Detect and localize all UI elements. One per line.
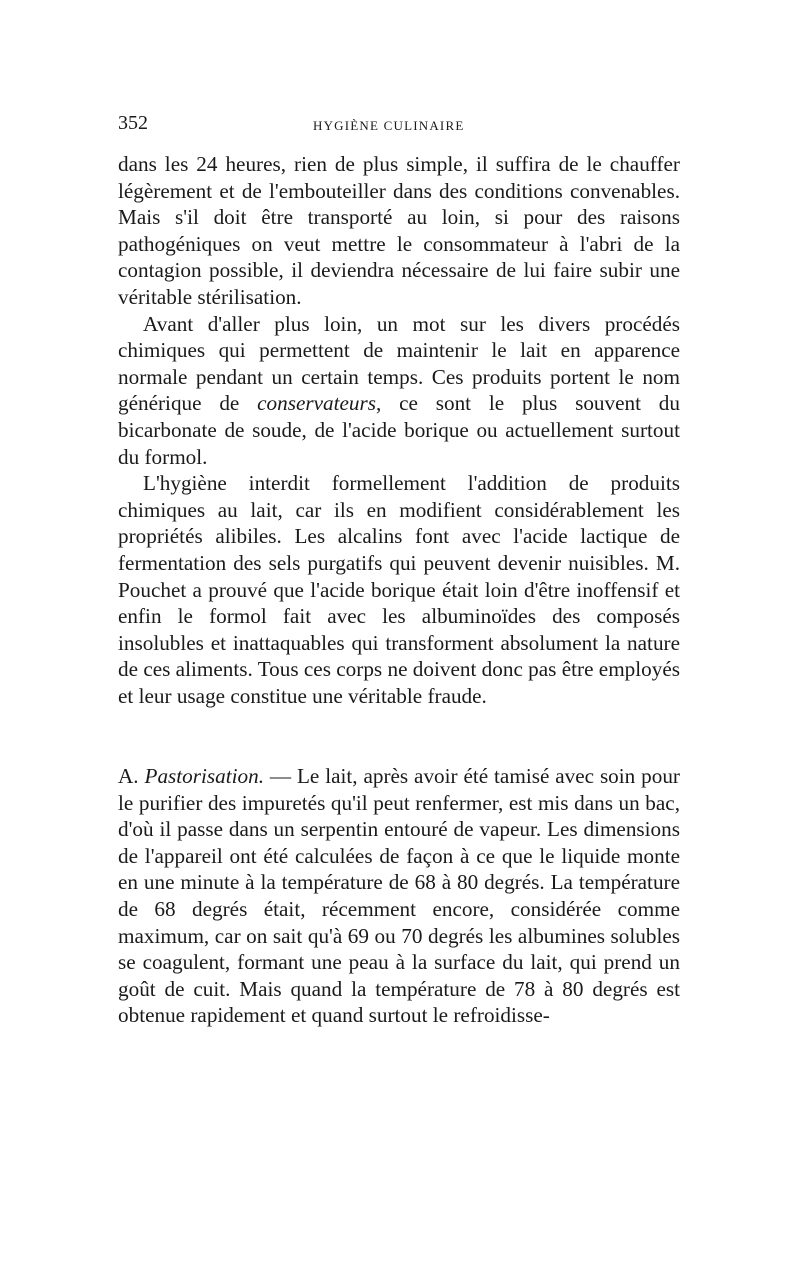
paragraph-conservateurs <box>118 311 680 471</box>
italic-term: conservateurs <box>257 391 377 416</box>
running-title: HYGIÈNE CULINAIRE <box>313 118 465 133</box>
section-paragraph <box>118 763 680 1029</box>
section-title: Pastorisation. <box>144 764 264 788</box>
text-block-upper <box>118 151 680 709</box>
section-letter: A. <box>118 764 145 788</box>
paragraph-hygiene: L'hygiène interdit formellement l'addition de produits chimiques au lait, car ils en modifient considérablement les propriétés alibiles. Les alcalins font avec l'acide lactique de fermentation des sels purgatifs qui peuvent devenir nuisibles. M. Pouchet a prouvé que l'acide borique était loin d'être inoffensif et enfin le formol fait avec les albuminoïdes des composés insolubles et inattaquables qui transforment absolument la nature de ces aliments. Tous ces corps ne doivent donc pas être employés et leur usage constitue une véritable fraude. <box>118 471 680 708</box>
paragraph-text: Avant d'aller plus loin, un mot sur les divers procédés chimiques qui permettent de maintenir le lait en apparence normale pendant un certain temps. Ces produits portent le nom générique de <box>118 311 680 416</box>
page-number: 352 <box>118 112 148 134</box>
paragraph-continuation: dans les 24 heures, rien de plus simple, il suffira de le chauffer légèrement et de l'embouteiller dans des conditions convenables. Mais s'il doit être transporté au loin, si pour des raisons pathogéniques on veut mettre le consommateur à l'abri de la contagion possible, il deviendra nécessaire de lui faire subir une véritable stérilisation. <box>118 152 680 309</box>
paragraph-text: , ce sont le plus souvent du bicarbonate de soude, de l'acide borique ou actuellement surtout du formol. <box>118 391 680 469</box>
text-block-section <box>118 763 680 1029</box>
section-text: — Le lait, après avoir été tamisé avec soin pour le purifier des impuretés qu'il peut renfermer, est mis dans un bac, d'où il passe dans un serpentin entouré de vapeur. Les dimensions de l'appareil ont été calculées de façon à ce que le liquide monte en une minute à la température de 68 à 80 degrés. La température de 68 degrés était, récemment encore, considérée comme maximum, car on sait qu'à 69 ou 70 degrés les albumines solubles se coagulent, formant une peau à la surface du lait, qui prend un goût de cuit. Mais quand la température de 78 à 80 degrés est obtenue rapidement et quand surtout le refroidisse- <box>118 764 680 1028</box>
running-head <box>118 112 680 142</box>
